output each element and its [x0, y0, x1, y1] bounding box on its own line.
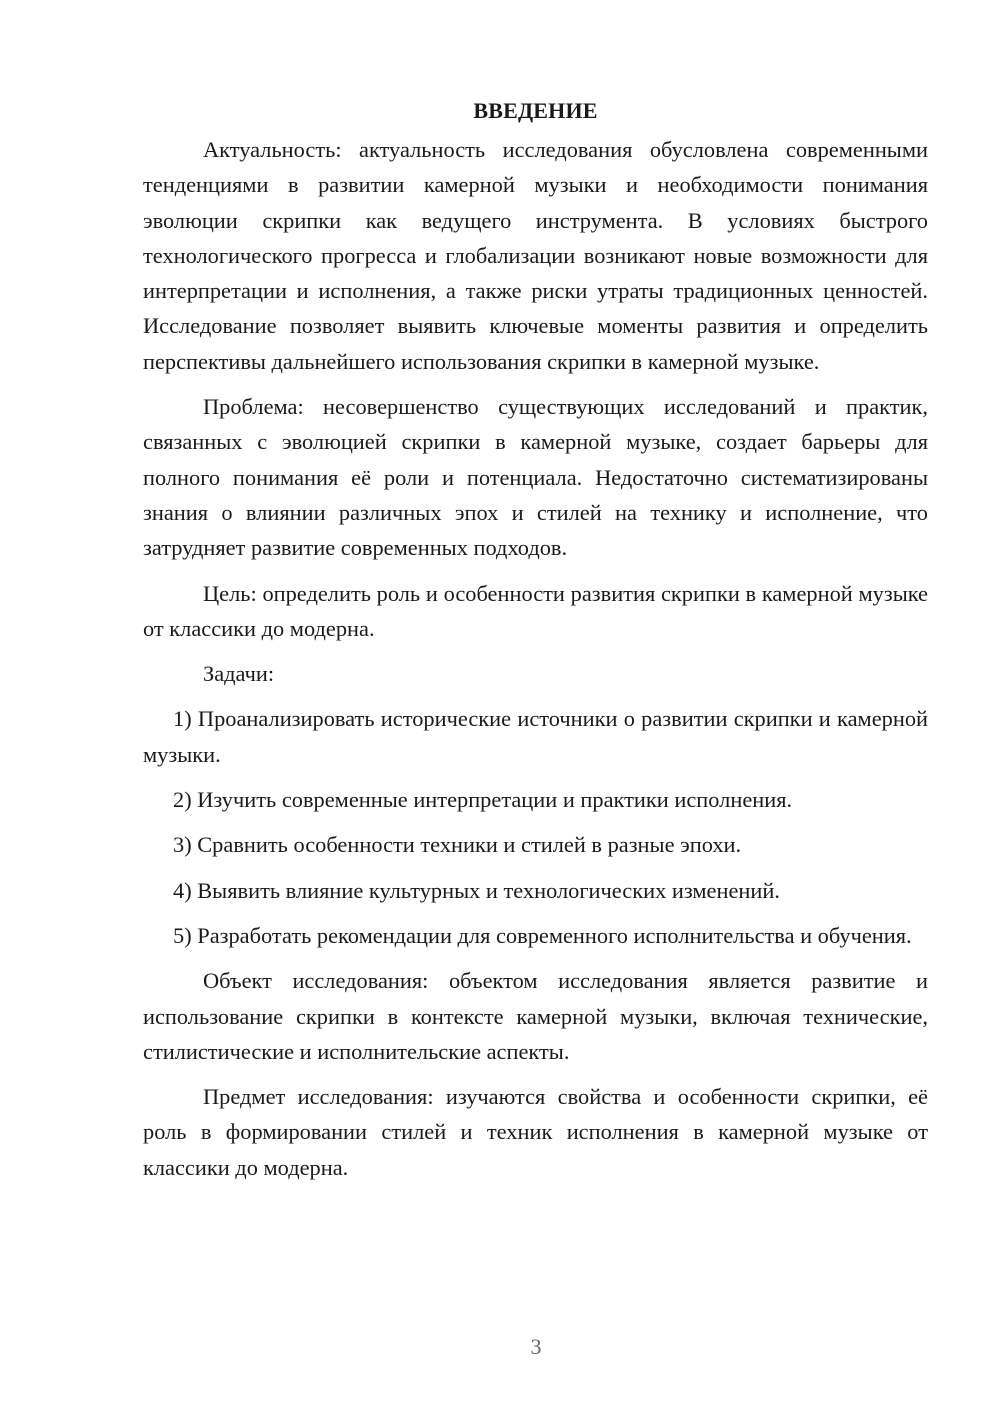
task-item-3: 3) Сравнить особенности техники и стилей в разные эпохи. — [173, 832, 742, 858]
object-paragraph: Объект исследования: объектом исследования является развитие и использование скрипки в контексте камерной музыки, включая технические, стилистические и исполнительские аспекты. — [143, 968, 928, 1064]
goal-paragraph: Цель: определить роль и особенности развития скрипки в камерной музыке от классики до модерна. — [143, 580, 928, 641]
task-item-5: 5) Разработать рекомендации для современного исполнительства и обучения. — [173, 922, 912, 948]
document-page — [143, 96, 928, 1185]
page-title: ВВЕДЕНИЕ — [473, 98, 598, 123]
task-item-2: 2) Изучить современные интерпретации и практики исполнения. — [173, 787, 793, 813]
subject-paragraph: Предмет исследования: изучаются свойства и особенности скрипки, её роль в формировании стилей и техник исполнения в камерной музыке от классики до модерна. — [143, 1084, 928, 1180]
problem-paragraph: Проблема: несовершенство существующих исследований и практик, связанных с эволюцией скрипки в камерной музыке, создает барьеры для полного понимания её роли и потенциала. Недостаточно систематизированы знания о влиянии различных эпох и стилей на технику и исполнение, что затрудняет развитие современных подходов. — [143, 394, 928, 561]
task-item-4: 4) Выявить влияние культурных и технологических изменений. — [173, 877, 780, 903]
relevance-paragraph: Актуальность: актуальность исследования обусловлена современными тенденциями в развитии камерной музыки и необходимости понимания эволюции скрипки как ведущего инструмента. В условиях быстрого технологического прогресса и глобализации возникают новые возможности для интерпретации и исполнения, а также риски утраты традиционных ценностей. Исследование позволяет выявить ключевые моменты развития и определить перспективы дальнейшего использования скрипки в камерной музыке. — [143, 137, 928, 374]
task-item-1: 1) Проанализировать исторические источники о развитии скрипки и камерной музыки. — [143, 706, 928, 767]
page-number: 3 — [530, 1334, 542, 1359]
tasks-label: Задачи: — [203, 661, 275, 687]
